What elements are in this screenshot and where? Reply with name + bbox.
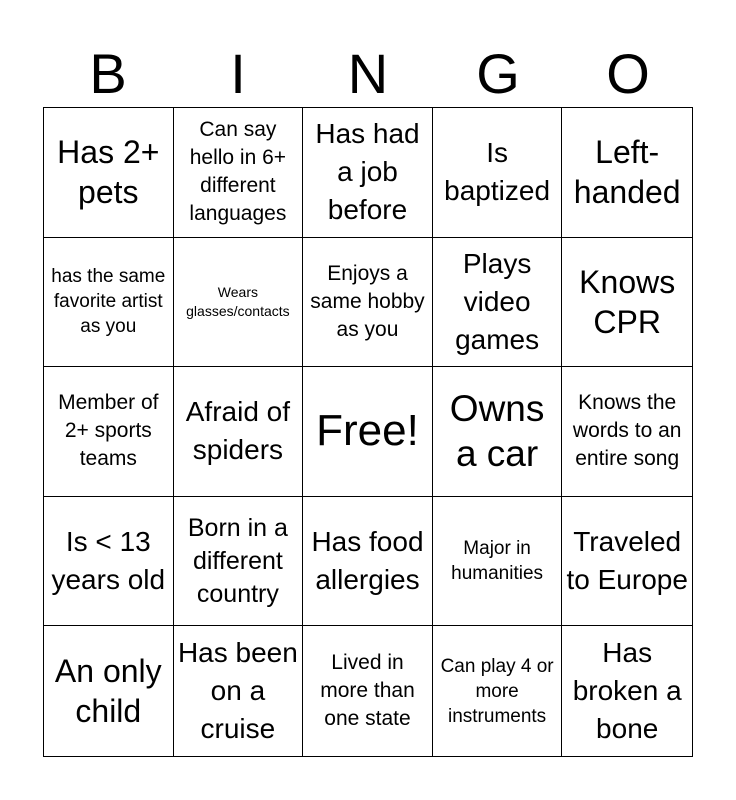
bingo-cell[interactable]	[433, 367, 563, 497]
bingo-cell[interactable]	[433, 238, 563, 368]
bingo-cell[interactable]	[44, 367, 174, 497]
cell-text: Has been on a cruise	[177, 637, 298, 745]
cell-text: Is < 13 years old	[51, 526, 166, 596]
header-letter-b: B	[89, 42, 127, 105]
cell-text: Lived in more than one state	[320, 651, 415, 731]
cell-text: has the same favorite artist as you	[51, 266, 166, 338]
bingo-cell[interactable]	[562, 367, 692, 497]
header-letter-n: N	[347, 42, 389, 105]
cell-text: Wears glasses/contacts	[186, 283, 290, 319]
cell-text: Born in a different country	[187, 513, 288, 608]
cell-text: Can play 4 or more instruments	[440, 655, 554, 727]
bingo-cell[interactable]	[562, 497, 692, 627]
bingo-cell[interactable]	[433, 497, 563, 627]
bingo-cell[interactable]	[433, 626, 563, 756]
header-letter-i: I	[230, 42, 246, 105]
cell-text: Left-handed	[573, 134, 681, 211]
cell-text: Has food allergies	[311, 526, 424, 596]
cell-text: Plays video games	[455, 247, 540, 355]
bingo-cell[interactable]	[303, 108, 433, 238]
cell-text: Owns a car	[449, 388, 545, 475]
bingo-cell[interactable]	[174, 238, 304, 368]
bingo-cell[interactable]	[433, 108, 563, 238]
cell-text: Enjoys a same hobby as you	[310, 261, 425, 341]
cell-text: An only child	[54, 653, 162, 730]
cell-text: Member of 2+ sports teams	[58, 391, 159, 471]
cell-text: Is baptized	[444, 137, 551, 207]
bingo-cell[interactable]	[303, 238, 433, 368]
bingo-cell[interactable]	[44, 497, 174, 627]
bingo-cell[interactable]	[174, 497, 304, 627]
header-letter-g: G	[476, 42, 520, 105]
cell-text: Can say hello in 6+ different languages	[189, 118, 287, 226]
cell-text: Has 2+ pets	[57, 134, 160, 211]
bingo-cell[interactable]	[562, 626, 692, 756]
cell-text: Knows CPR	[579, 263, 676, 340]
cell-text: Knows the words to an entire song	[572, 391, 682, 471]
cell-text: Major in humanities	[451, 538, 544, 585]
cell-text: Has had a job before	[315, 118, 420, 226]
header-letter-o: O	[606, 42, 650, 105]
bingo-header	[43, 42, 693, 106]
bingo-cell[interactable]	[562, 108, 692, 238]
free-space-text: Free!	[316, 406, 419, 456]
bingo-cell[interactable]	[44, 238, 174, 368]
bingo-cell[interactable]	[303, 626, 433, 756]
bingo-cell[interactable]	[174, 626, 304, 756]
bingo-cell[interactable]	[174, 367, 304, 497]
cell-text: Afraid of spiders	[185, 396, 291, 466]
bingo-cell-free[interactable]	[303, 367, 433, 497]
bingo-cell[interactable]	[562, 238, 692, 368]
bingo-cell[interactable]	[174, 108, 304, 238]
bingo-cell[interactable]	[44, 108, 174, 238]
cell-text: Traveled to Europe	[566, 526, 688, 596]
bingo-board	[43, 107, 693, 757]
bingo-cell[interactable]	[44, 626, 174, 756]
cell-text: Has broken a bone	[572, 637, 682, 745]
bingo-cell[interactable]	[303, 497, 433, 627]
